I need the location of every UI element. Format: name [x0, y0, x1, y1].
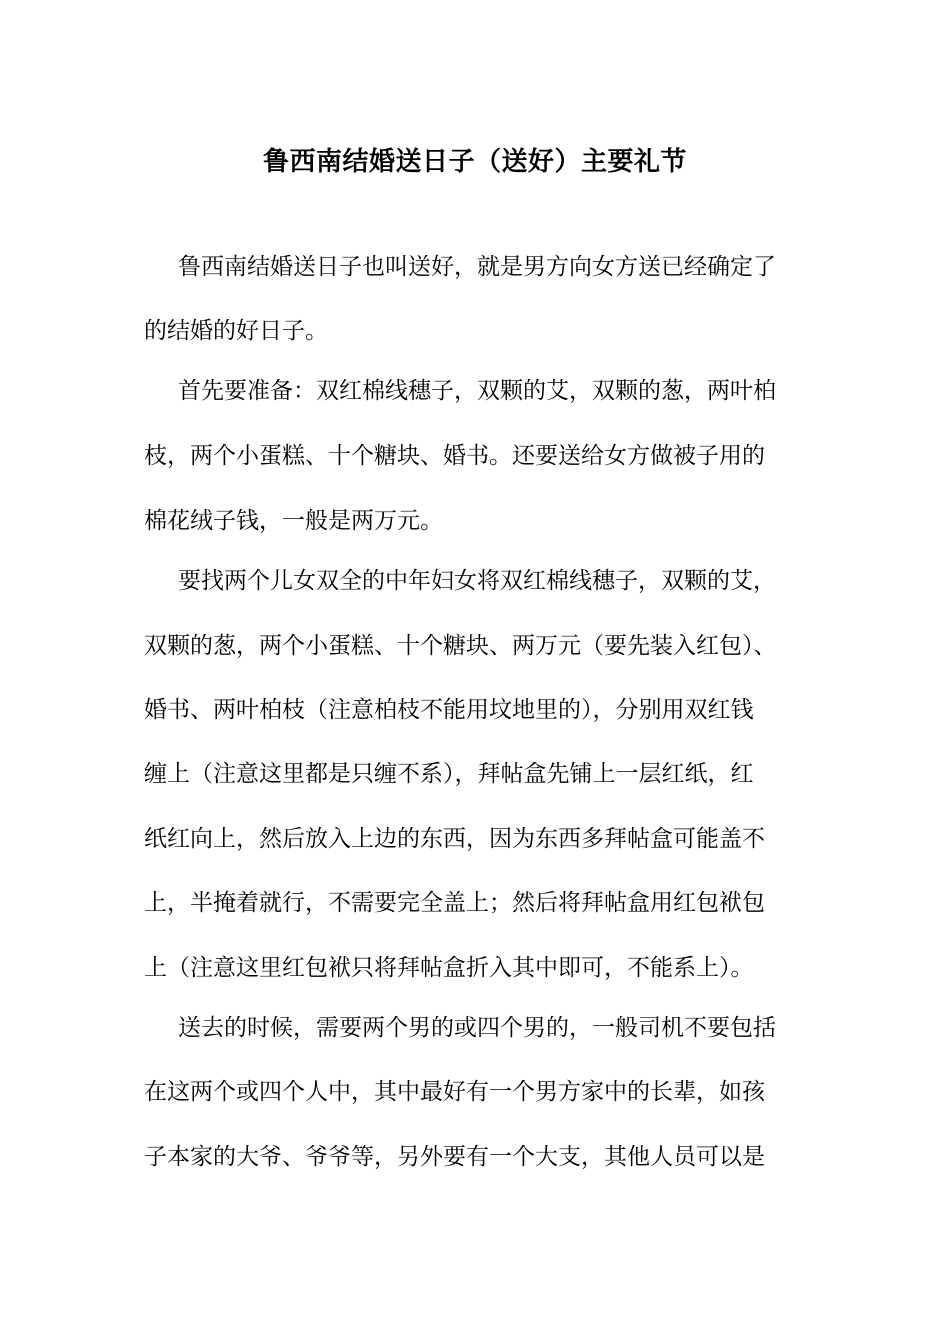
paragraph-4-line-2: 在这两个或四个人中，其中最好有一个男方家中的长辈，如孩	[144, 1079, 765, 1105]
paragraph-4-line-1: 送去的时候，需要两个男的或四个男的，一般司机不要包括	[178, 1015, 776, 1041]
paragraph-3-line-7: 上（注意这里红包袱只将拜帖盒折入其中即可，不能系上）。	[144, 955, 754, 981]
paragraph-3-line-3: 婚书、两叶柏枝（注意柏枝不能用坟地里的），分别用双红钱	[144, 697, 754, 723]
paragraph-2-line-1: 首先要准备：双红棉线穗子，双颗的艾，双颗的葱，两叶柏	[178, 378, 776, 404]
paragraph-3-line-1: 要找两个儿女双全的中年妇女将双红棉线穗子，双颗的艾，	[178, 568, 776, 594]
paragraph-3-line-6: 上，半掩着就行，不需要完全盖上；然后将拜帖盒用红包袱包	[144, 890, 765, 916]
paragraph-4-line-3: 子本家的大爷、爷爷等，另外要有一个大支，其他人员可以是	[144, 1144, 765, 1170]
paragraph-3-line-4: 缠上（注意这里都是只缠不系），拜帖盒先铺上一层红纸，红	[144, 761, 754, 787]
paragraph-2-line-3: 棉花绒子钱，一般是两万元。	[144, 508, 443, 534]
paragraph-3-line-5: 纸红向上，然后放入上边的东西，因为东西多拜帖盒可能盖不	[144, 826, 765, 852]
document-title: 鲁西南结婚送日子（送好）主要礼节	[262, 147, 687, 177]
paragraph-3-line-2: 双颗的葱，两个小蛋糕、十个糖块、两万元（要先装入红包）、	[144, 633, 777, 659]
paragraph-1-line-1: 鲁西南结婚送日子也叫送好，就是男方向女方送已经确定了	[178, 254, 776, 280]
paragraph-1-line-2: 的结婚的好日子。	[144, 318, 328, 344]
paragraph-2-line-2: 枝，两个小蛋糕、十个糖块、婚书。还要送给女方做被子用的	[144, 443, 765, 469]
